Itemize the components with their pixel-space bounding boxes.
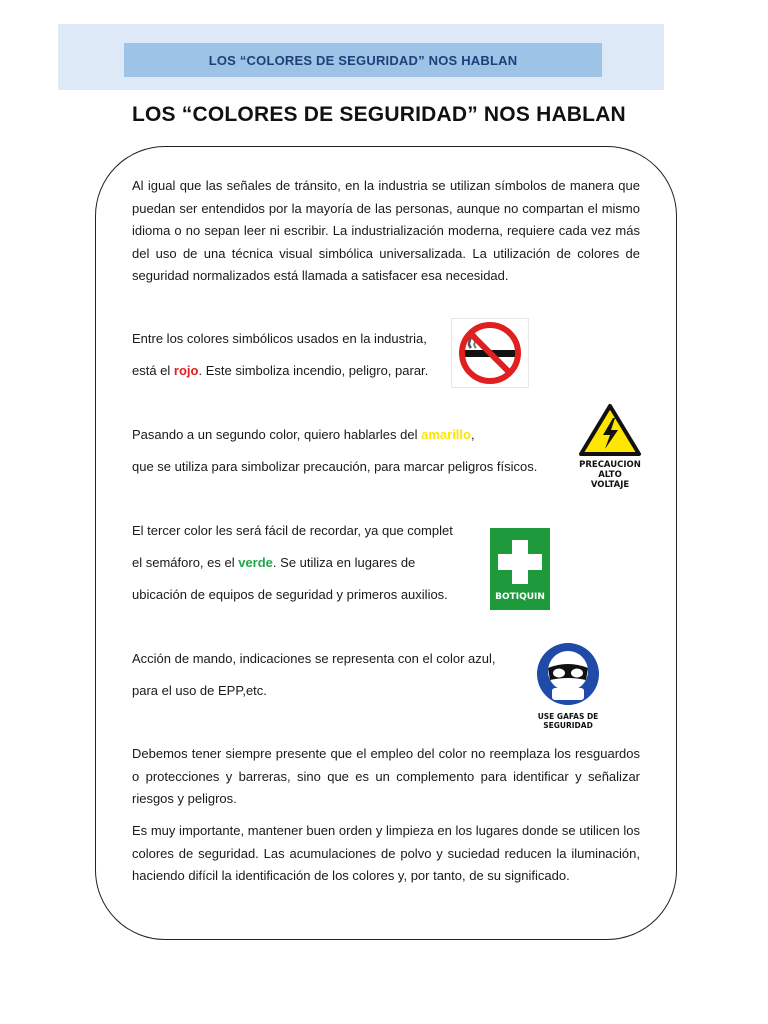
safety-goggles-sign [520, 638, 616, 730]
green-line-2: el semáforo, es el verde. Se utiliza en lugares de [132, 555, 416, 570]
closing-paragraph-2: Es muy importante, mantener buen orden y limpieza en los lugares donde se utilicen los colores de seguridad. Las acumulaciones de polvo y suciedad reducen la iluminación, haciendo difícil la identificación de los colores y, por tanto, de su significado. [132, 823, 640, 883]
header-title-bar: LOS “COLORES DE SEGURIDAD” NOS HABLAN [124, 43, 602, 77]
closing-paragraph-1: Debemos tener siempre presente que el empleo del color no reemplaza los resguardos o protecciones y barreras, sino que es un complemento para identificar y señalizar riesgos y peligros. [132, 746, 640, 806]
precaution-sign-label: PRECAUCION ALTO VOLTAJE [579, 460, 641, 490]
intro-paragraph: Al igual que las señales de tránsito, en la industria se utilizan símbolos de manera que puedan ser entendidos por la mayoría de las personas, aunque no compartan el mismo idioma o no sepan leer ni escribir. La industrialización moderna, requiere cada vez más del uso de una técnica visual simbólica universalizada. La utilización de colores de seguridad normalizados está llamada a satisfacer esa necesidad. [132, 178, 640, 283]
red-color-word: rojo [173, 363, 199, 378]
yellow-color-word: amarillo [421, 427, 471, 442]
blue-line-2: para el uso de EPP,etc. [132, 683, 267, 698]
no-smoking-sign [451, 318, 529, 388]
yellow-line-2: que se utiliza para simbolizar precaución, para marcar peligros físicos. [132, 459, 538, 474]
high-voltage-warning-icon [575, 402, 645, 458]
goggles-sign-label: USE GAFAS DE SEGURIDAD [537, 712, 599, 730]
first-aid-sign [482, 522, 566, 610]
safety-goggles-icon [520, 638, 616, 708]
first-aid-cross-icon [490, 530, 550, 590]
botiquin-label: BOTIQUIN [495, 592, 545, 602]
no-smoking-icon [451, 318, 529, 388]
yellow-line-1: Pasando a un segundo color, quiero hablarles del amarillo, [132, 427, 475, 442]
red-line-2: está el rojo. Este simboliza incendio, peligro, parar. [132, 363, 429, 378]
red-line-1: Entre los colores simbólicos usados en la industria, [132, 331, 427, 346]
green-line-3: ubicación de equipos de seguridad y primeros auxilios. [132, 587, 448, 602]
high-voltage-sign [575, 402, 645, 498]
green-line-1: El tercer color les será fácil de recordar, ya que complet [132, 523, 453, 538]
blue-line-1: Acción de mando, indicaciones se representa con el color azul, [132, 651, 496, 666]
page-title: LOS “COLORES DE SEGURIDAD” NOS HABLAN [132, 103, 626, 126]
first-aid-sign-panel [490, 528, 550, 610]
green-color-word: verde [238, 555, 273, 570]
